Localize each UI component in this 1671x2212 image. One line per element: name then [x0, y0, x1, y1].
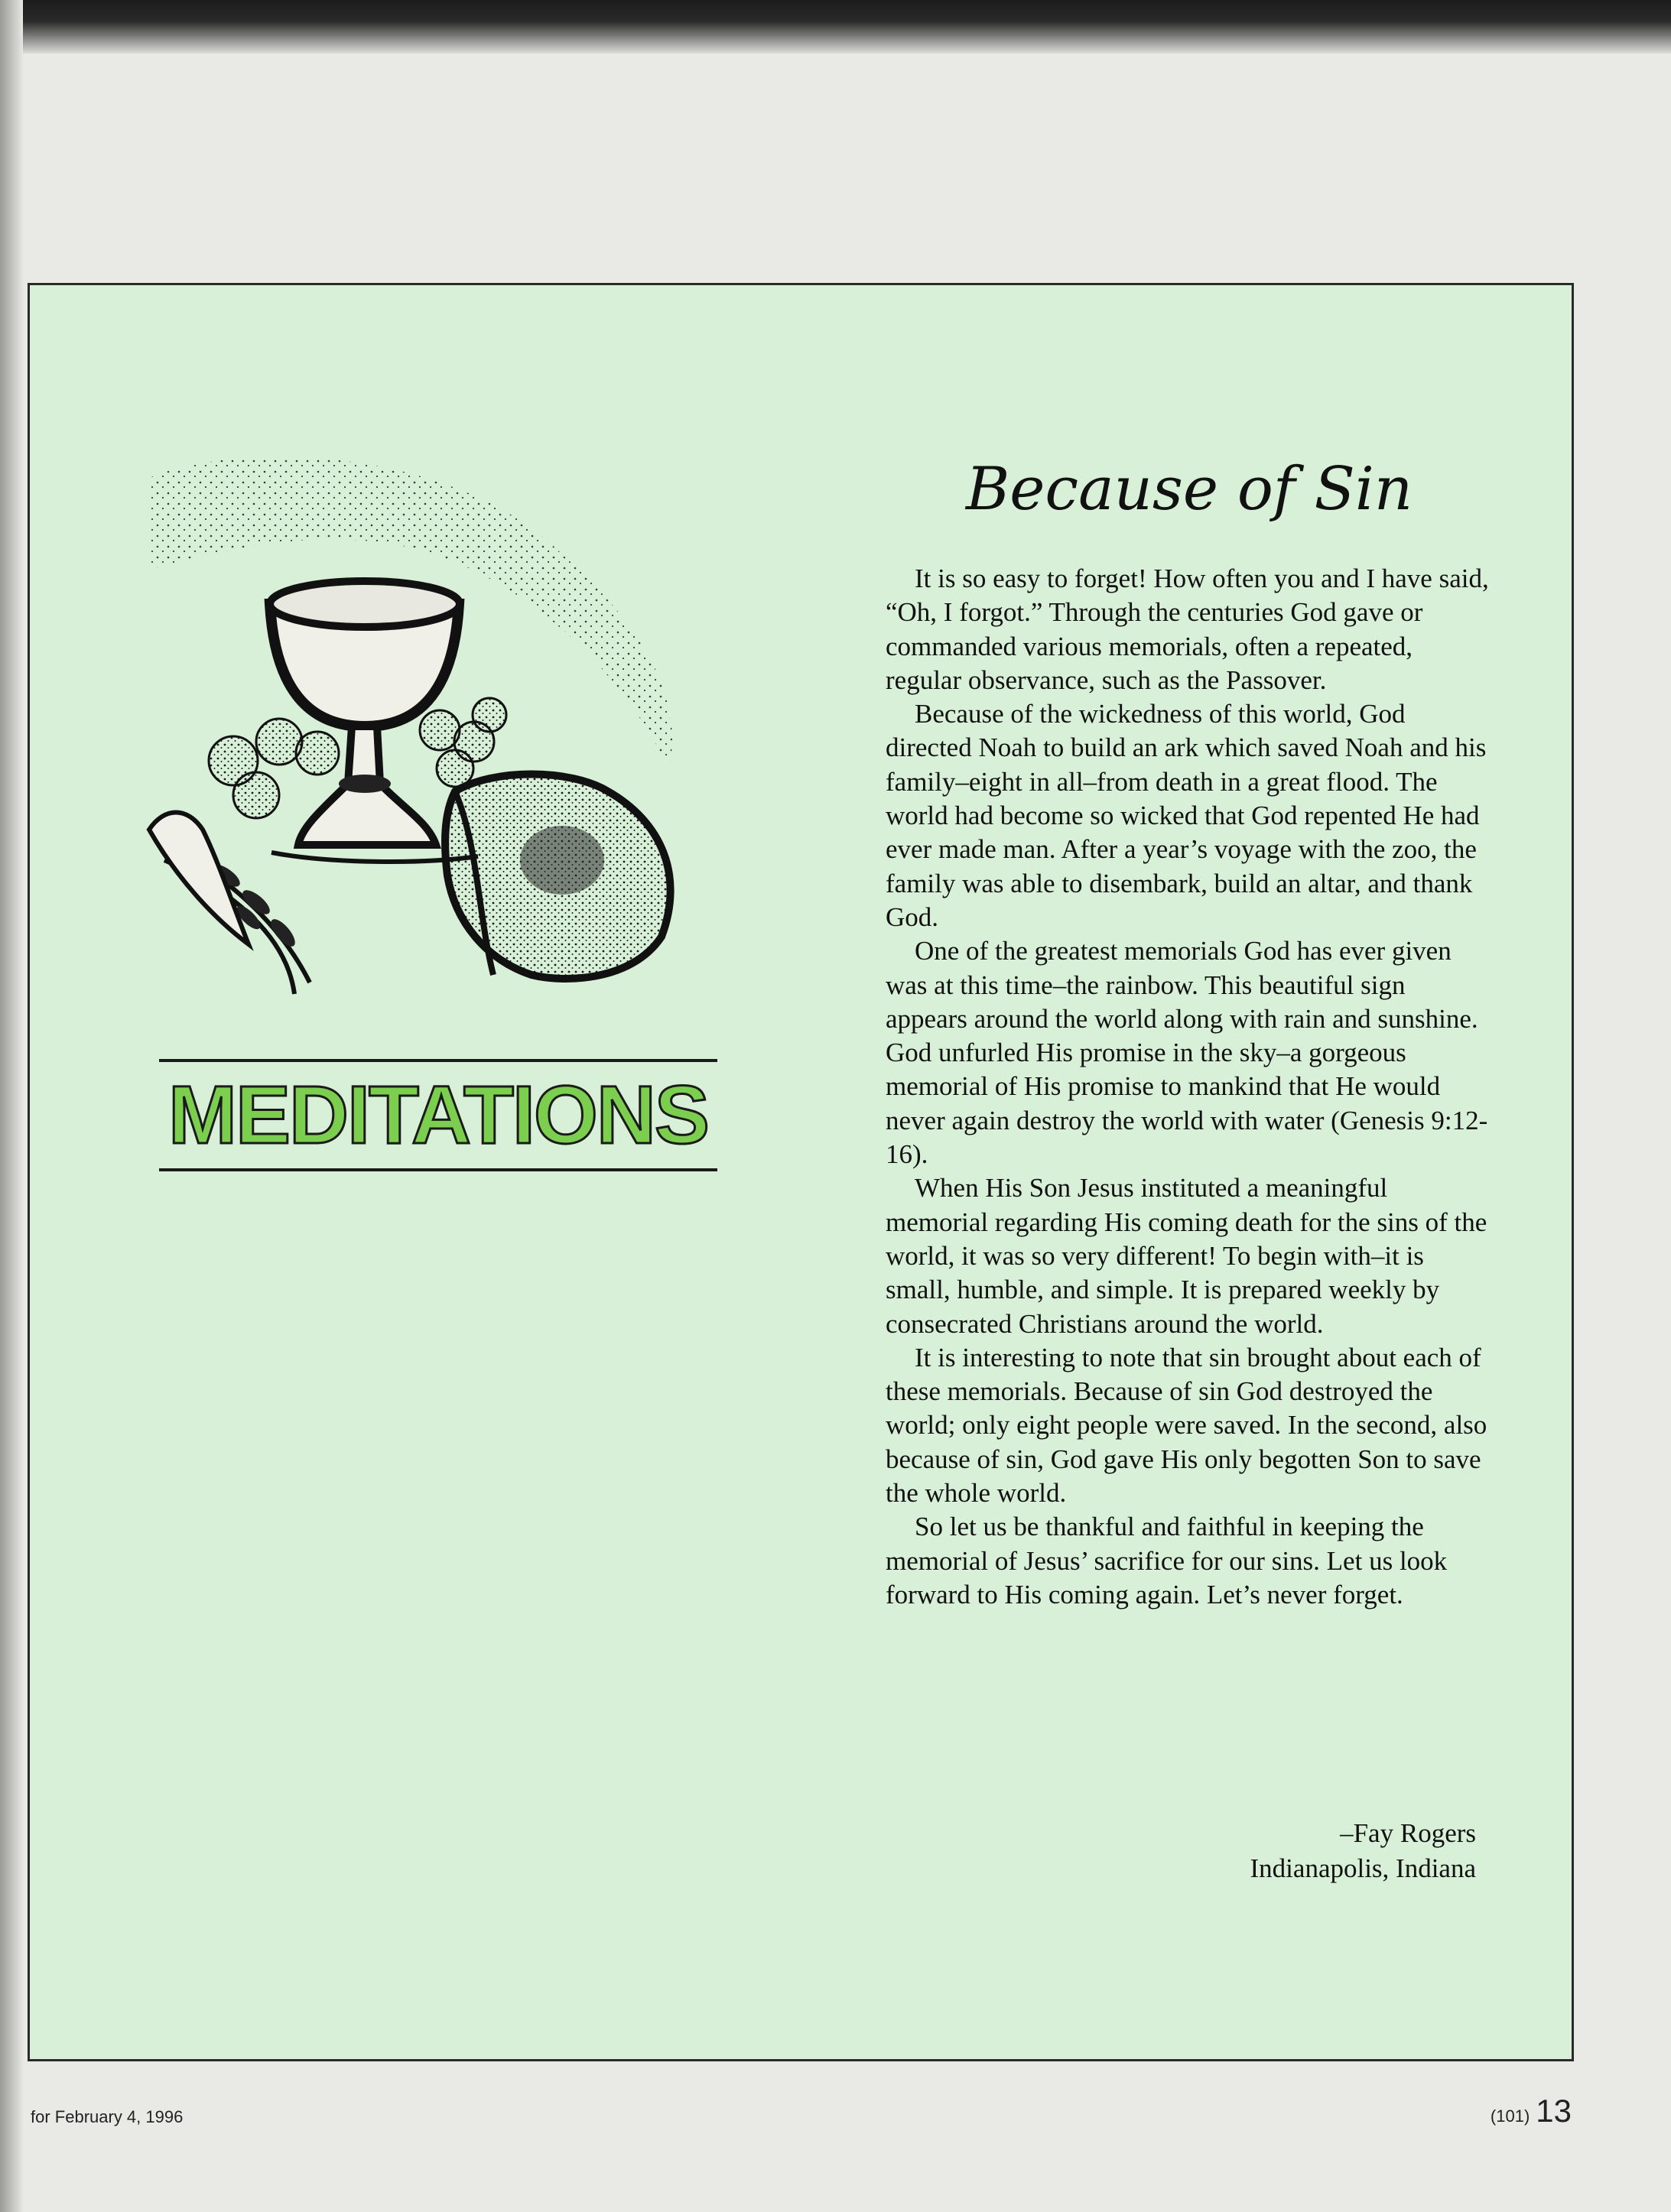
- meditations-logo: [159, 1059, 717, 1174]
- page-folio: [1476, 2093, 1572, 2129]
- article-body: [886, 562, 1491, 1612]
- author-location: Indianapolis, Indiana: [1250, 1853, 1476, 1883]
- communion-illustration: [134, 447, 746, 998]
- paragraph: Because of the wickedness of this world, God directed Noah to build an ark which saved Noah and his family–eight in all–from death in a great flood. The world had become so wicked that God repented He had ever made man. After a year’s voyage with the zoo, the family was able to disembark, build an altar, and thank God.: [886, 699, 1487, 932]
- paragraph: So let us be thankful and faithful in keeping the memorial of Jesus’ sacrifice for our sins. Let us look forward to His coming again. Let’s never forget.: [886, 1512, 1448, 1609]
- paragraph: It is interesting to note that sin brought about each of these memorials. Because of sin God destroyed the world; only eight people were saved. In the second, also because of sin, God gave His only begotten Son to save the whole world.: [886, 1342, 1487, 1509]
- page-number: 13: [1536, 2093, 1572, 2129]
- paragraph: When His Son Jesus instituted a meaningful memorial regarding His coming death for the sins of the world, it was so very different! To begin with–it is small, humble, and simple. It is prepared weekly by consecrated Christians around the world.: [886, 1173, 1487, 1339]
- logo-rule-bottom: [159, 1168, 717, 1171]
- logo-wordmark: MEDITATIONS: [168, 1068, 708, 1161]
- folio-code: (101): [1490, 2106, 1530, 2126]
- paragraph: It is so easy to forget! How often you and I have said, “Oh, I forgot.” Through the centuries God gave or commanded various memorials, often a repeated, regular observance, such as the Passover.: [886, 564, 1489, 695]
- paragraph: One of the greatest memorials God has ever given was at this time–the rainbow. This beautiful sign appears around the world along with rain and sunshine. God unfurled His promise in the sky–a gorgeous memorial of His promise to mankind that He would never again destroy the world with water (Genesis 9:12-16).: [886, 936, 1488, 1170]
- logo-rule-top: [159, 1059, 717, 1062]
- article-title: Because of Sin: [965, 455, 1413, 524]
- binding-shadow: [0, 0, 23, 2212]
- page-top-edge: [0, 0, 1671, 54]
- author-name: –Fay Rogers: [1340, 1818, 1476, 1848]
- issue-date: for February 4, 1996: [31, 2107, 184, 2126]
- signature: [994, 1816, 1476, 1886]
